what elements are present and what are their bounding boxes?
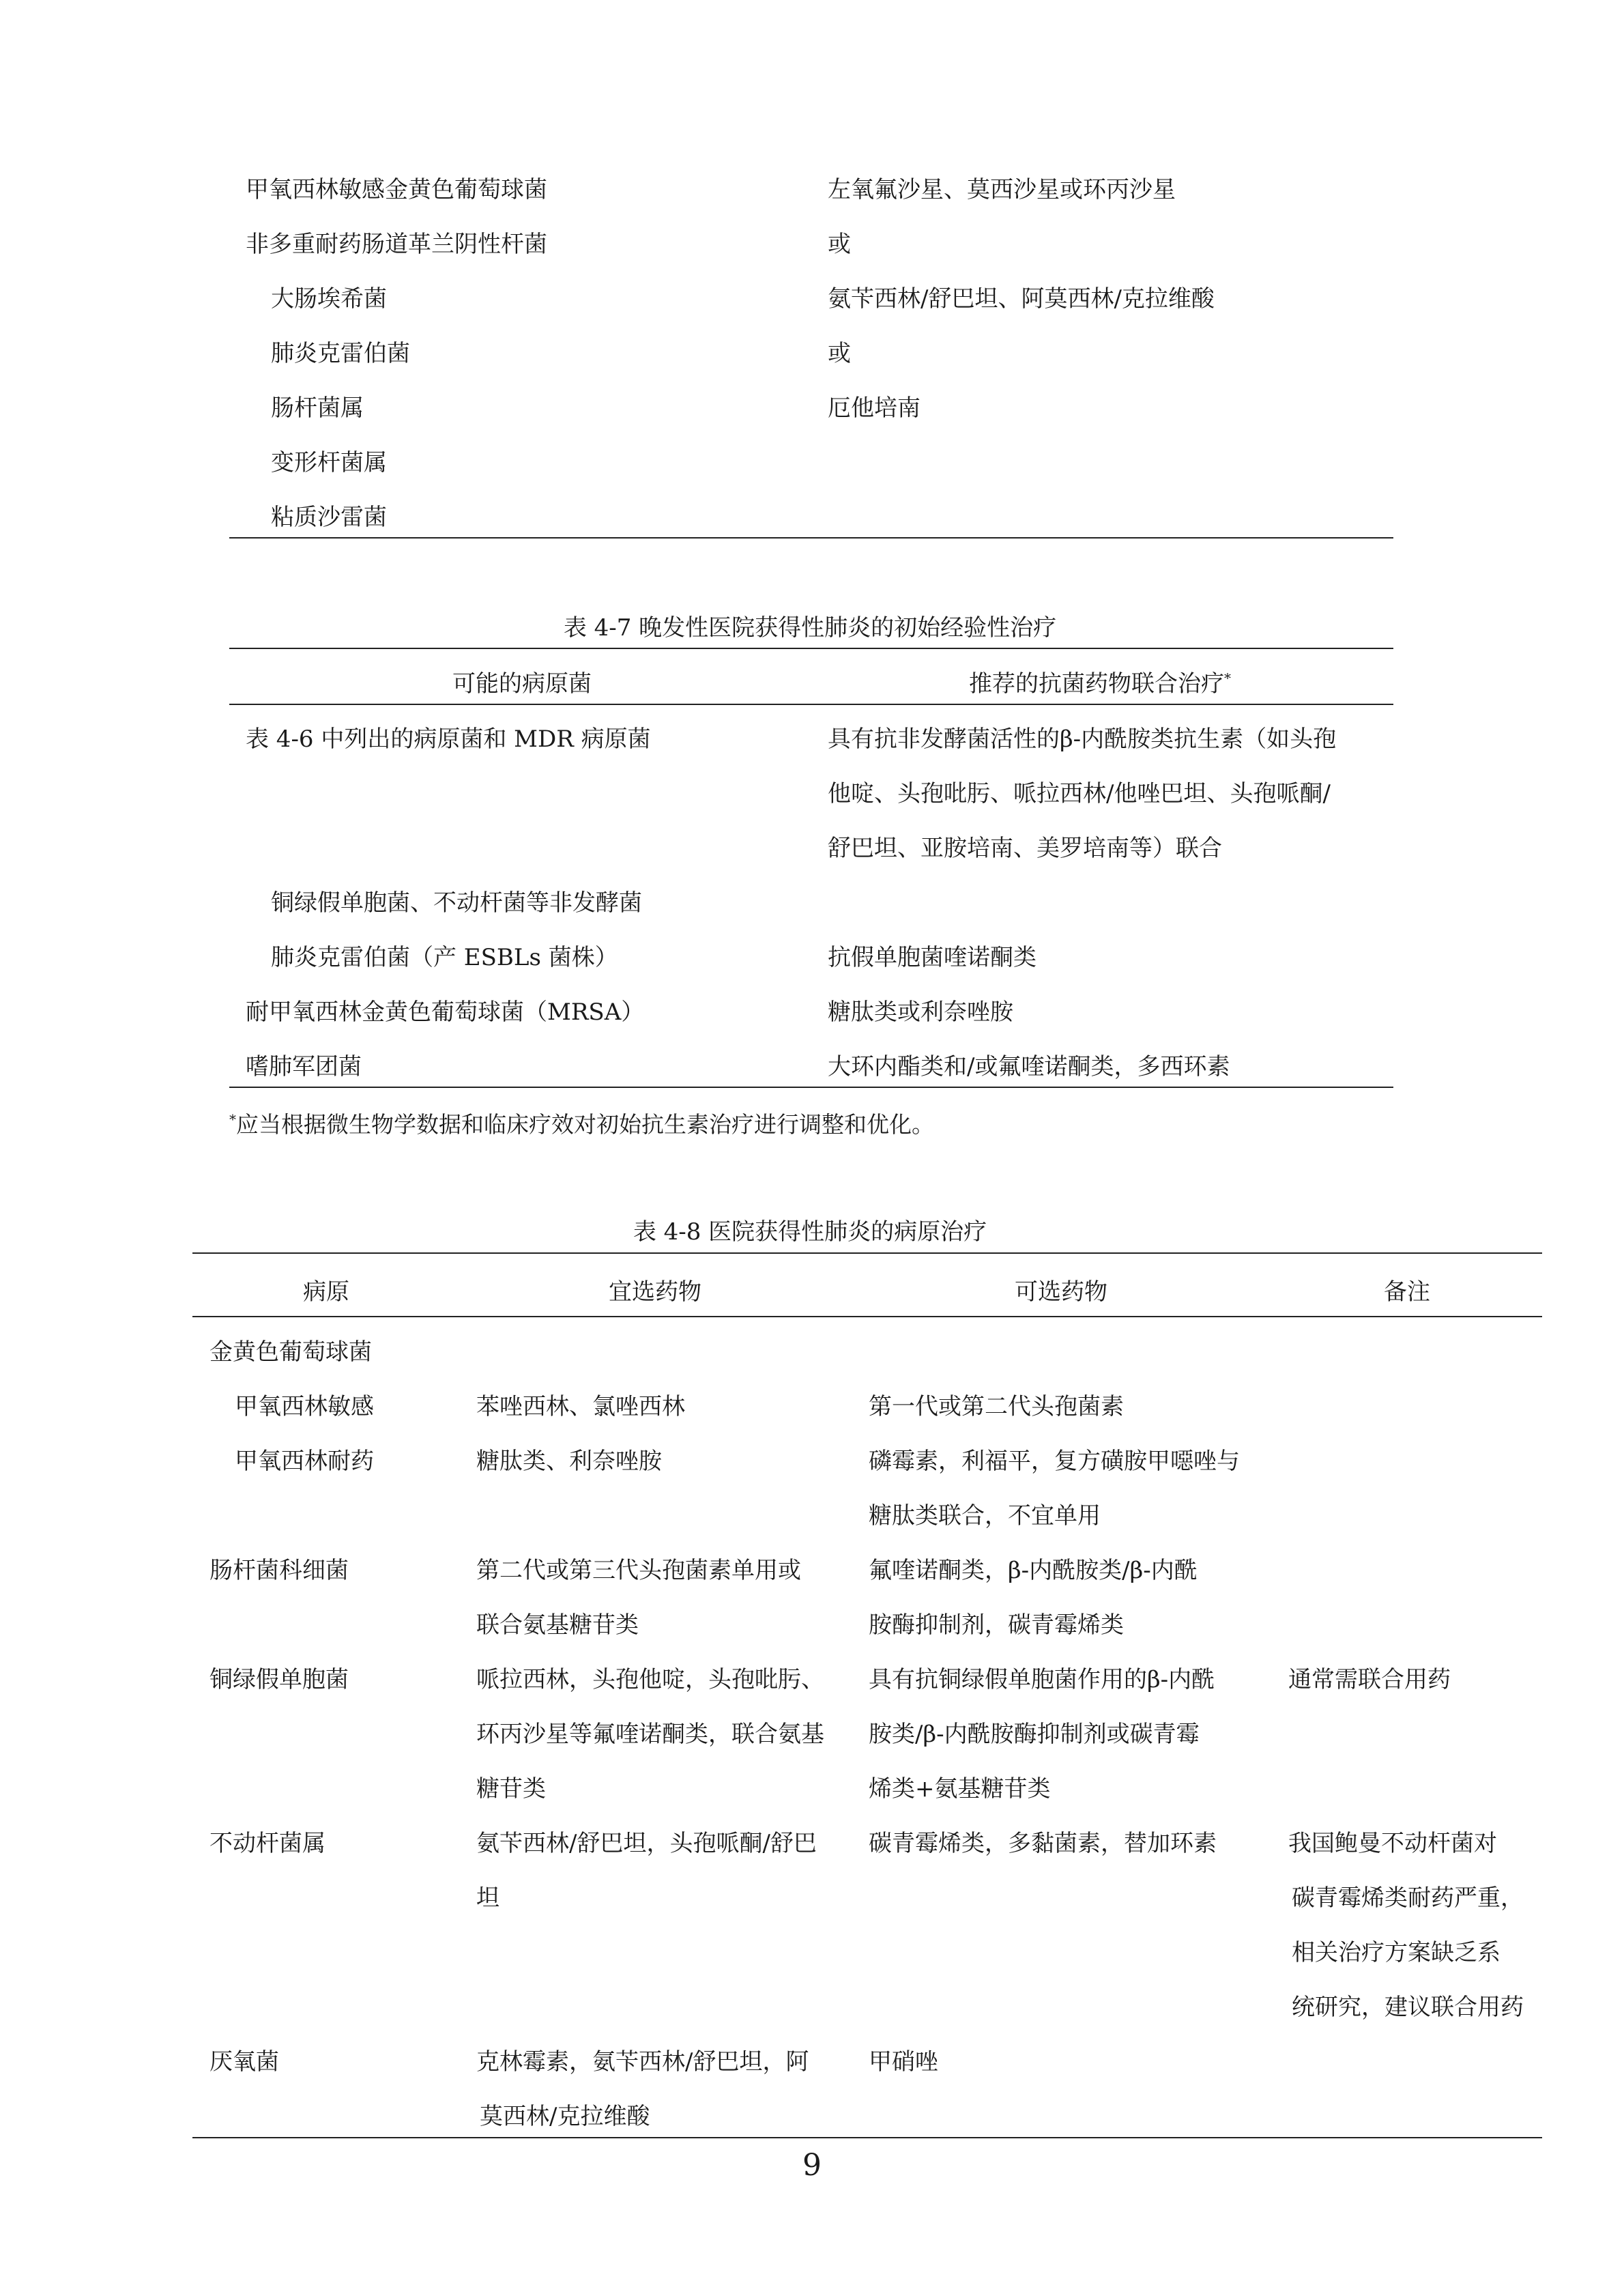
table-cell: 氨苄西林/舒巴坦、阿莫西林/克拉维酸 bbox=[828, 285, 1215, 313]
table-bottom-rule bbox=[192, 2137, 1542, 2138]
table-cell: 碳青霉烯类，多黏菌素，替加环素 bbox=[869, 1830, 1217, 1857]
table-cell: 他啶、头孢吡肟、哌拉西林/他唑巴坦、头孢哌酮/ bbox=[828, 780, 1331, 807]
table-bottom-rule bbox=[229, 537, 1393, 539]
table-cell: 氨苄西林/舒巴坦，头孢哌酮/舒巴 bbox=[476, 1830, 817, 1857]
table-cell: 甲氧西林敏感金黄色葡萄球菌 bbox=[246, 176, 547, 203]
table-cell: 厄他培南 bbox=[828, 394, 920, 422]
table-cell: 具有抗铜绿假单胞菌作用的β-内酰 bbox=[869, 1666, 1215, 1693]
table-cell: 磷霉素，利福平，复方磺胺甲噁唑与 bbox=[869, 1448, 1240, 1475]
table-cell: 变形杆菌属 bbox=[271, 449, 387, 476]
table-cell: 碳青霉烯类耐药严重， bbox=[1292, 1884, 1524, 1912]
table-cell: 统研究，建议联合用药 bbox=[1292, 1994, 1524, 2021]
table-cell: 铜绿假单胞菌、不动杆菌等非发酵菌 bbox=[271, 889, 642, 917]
table-cell: 甲氧西林耐药 bbox=[235, 1448, 374, 1475]
footnote-mark: * bbox=[229, 1111, 236, 1128]
table-cell: 克林霉素，氨苄西林/舒巴坦，阿 bbox=[476, 2048, 809, 2076]
table-caption: 表 4-8 医院获得性肺炎的病原治疗 bbox=[633, 1218, 987, 1246]
table-header-rule bbox=[229, 704, 1393, 705]
table-cell: 不动杆菌属 bbox=[209, 1830, 325, 1857]
table-cell: 肺炎克雷伯菌（产 ESBLs 菌株） bbox=[271, 944, 618, 971]
footnote-mark: * bbox=[1224, 670, 1231, 687]
table-cell: 胺酶抑制剂，碳青霉烯类 bbox=[869, 1611, 1124, 1639]
table-cell: 糖苷类 bbox=[476, 1775, 546, 1803]
column-header: 推荐的抗菌药物联合治疗* bbox=[969, 670, 1231, 698]
table-cell: 糖肽类联合，不宜单用 bbox=[869, 1502, 1101, 1530]
table-cell: 联合氨基糖苷类 bbox=[476, 1611, 639, 1639]
column-header: 可选药物 bbox=[1015, 1278, 1107, 1306]
table-cell: 金黄色葡萄球菌 bbox=[209, 1338, 372, 1366]
column-header: 可能的病原菌 bbox=[452, 670, 592, 698]
table-cell: 大环内酯类和/或氟喹诺酮类，多西环素 bbox=[828, 1053, 1230, 1080]
table-cell: 肺炎克雷伯菌 bbox=[271, 340, 410, 367]
table-cell: 抗假单胞菌喹诺酮类 bbox=[828, 944, 1036, 971]
column-header: 病原 bbox=[303, 1278, 349, 1306]
table-cell: 或 bbox=[828, 231, 851, 258]
table-cell: 哌拉西林，头孢他啶，头孢吡肟、 bbox=[476, 1666, 824, 1693]
table-caption: 表 4-7 晚发性医院获得性肺炎的初始经验性治疗 bbox=[563, 614, 1057, 642]
table-cell: 莫西林/克拉维酸 bbox=[480, 2103, 650, 2130]
table-top-rule bbox=[192, 1252, 1542, 1254]
table-cell: 我国鲍曼不动杆菌对 bbox=[1288, 1830, 1497, 1857]
table-cell: 大肠埃希菌 bbox=[271, 285, 387, 313]
table-cell: 通常需联合用药 bbox=[1288, 1666, 1451, 1693]
table-cell: 第二代或第三代头孢菌素单用或 bbox=[476, 1557, 801, 1584]
table-cell: 相关治疗方案缺乏系 bbox=[1292, 1939, 1500, 1966]
table-footnote: *应当根据微生物学数据和临床疗效对初始抗生素治疗进行调整和优化。 bbox=[229, 1111, 934, 1138]
table-cell: 耐甲氧西林金黄色葡萄球菌（MRSA） bbox=[246, 999, 645, 1026]
table-cell: 左氧氟沙星、莫西沙星或环丙沙星 bbox=[828, 176, 1176, 203]
table-cell: 厌氧菌 bbox=[209, 2048, 279, 2076]
table-cell: 非多重耐药肠道革兰阴性杆菌 bbox=[246, 231, 547, 258]
table-cell: 或 bbox=[828, 340, 851, 367]
table-cell: 铜绿假单胞菌 bbox=[209, 1666, 349, 1693]
table-cell: 肠杆菌属 bbox=[271, 394, 364, 422]
table-cell: 糖肽类、利奈唑胺 bbox=[476, 1448, 662, 1475]
table-cell: 肠杆菌科细菌 bbox=[209, 1557, 349, 1584]
table-cell: 嗜肺军团菌 bbox=[246, 1053, 362, 1080]
table-cell: 氟喹诺酮类，β-内酰胺类/β-内酰 bbox=[869, 1557, 1198, 1584]
table-cell: 甲氧西林敏感 bbox=[235, 1393, 374, 1420]
table-cell: 表 4-6 中列出的病原菌和 MDR 病原菌 bbox=[246, 726, 651, 753]
page-number: 9 bbox=[802, 2148, 822, 2183]
table-cell: 第一代或第二代头孢菌素 bbox=[869, 1393, 1124, 1420]
table-bottom-rule bbox=[229, 1087, 1393, 1088]
column-header: 宜选药物 bbox=[609, 1278, 701, 1306]
column-header: 备注 bbox=[1384, 1278, 1430, 1306]
table-cell: 烯类+氨基糖苷类 bbox=[869, 1775, 1051, 1803]
table-cell: 糖肽类或利奈唑胺 bbox=[828, 999, 1013, 1026]
table-cell: 胺类/β-内酰胺酶抑制剂或碳青霉 bbox=[869, 1721, 1200, 1748]
table-cell: 粘质沙雷菌 bbox=[271, 504, 387, 531]
table-top-rule bbox=[229, 648, 1393, 649]
table-cell: 舒巴坦、亚胺培南、美罗培南等）联合 bbox=[828, 835, 1222, 862]
table-cell: 苯唑西林、氯唑西林 bbox=[476, 1393, 685, 1420]
table-cell: 具有抗非发酵菌活性的β-内酰胺类抗生素（如头孢 bbox=[828, 726, 1337, 753]
table-cell: 甲硝唑 bbox=[869, 2048, 938, 2076]
table-cell: 环丙沙星等氟喹诺酮类，联合氨基 bbox=[476, 1721, 824, 1748]
table-header-rule bbox=[192, 1316, 1542, 1317]
table-cell: 坦 bbox=[476, 1884, 499, 1912]
